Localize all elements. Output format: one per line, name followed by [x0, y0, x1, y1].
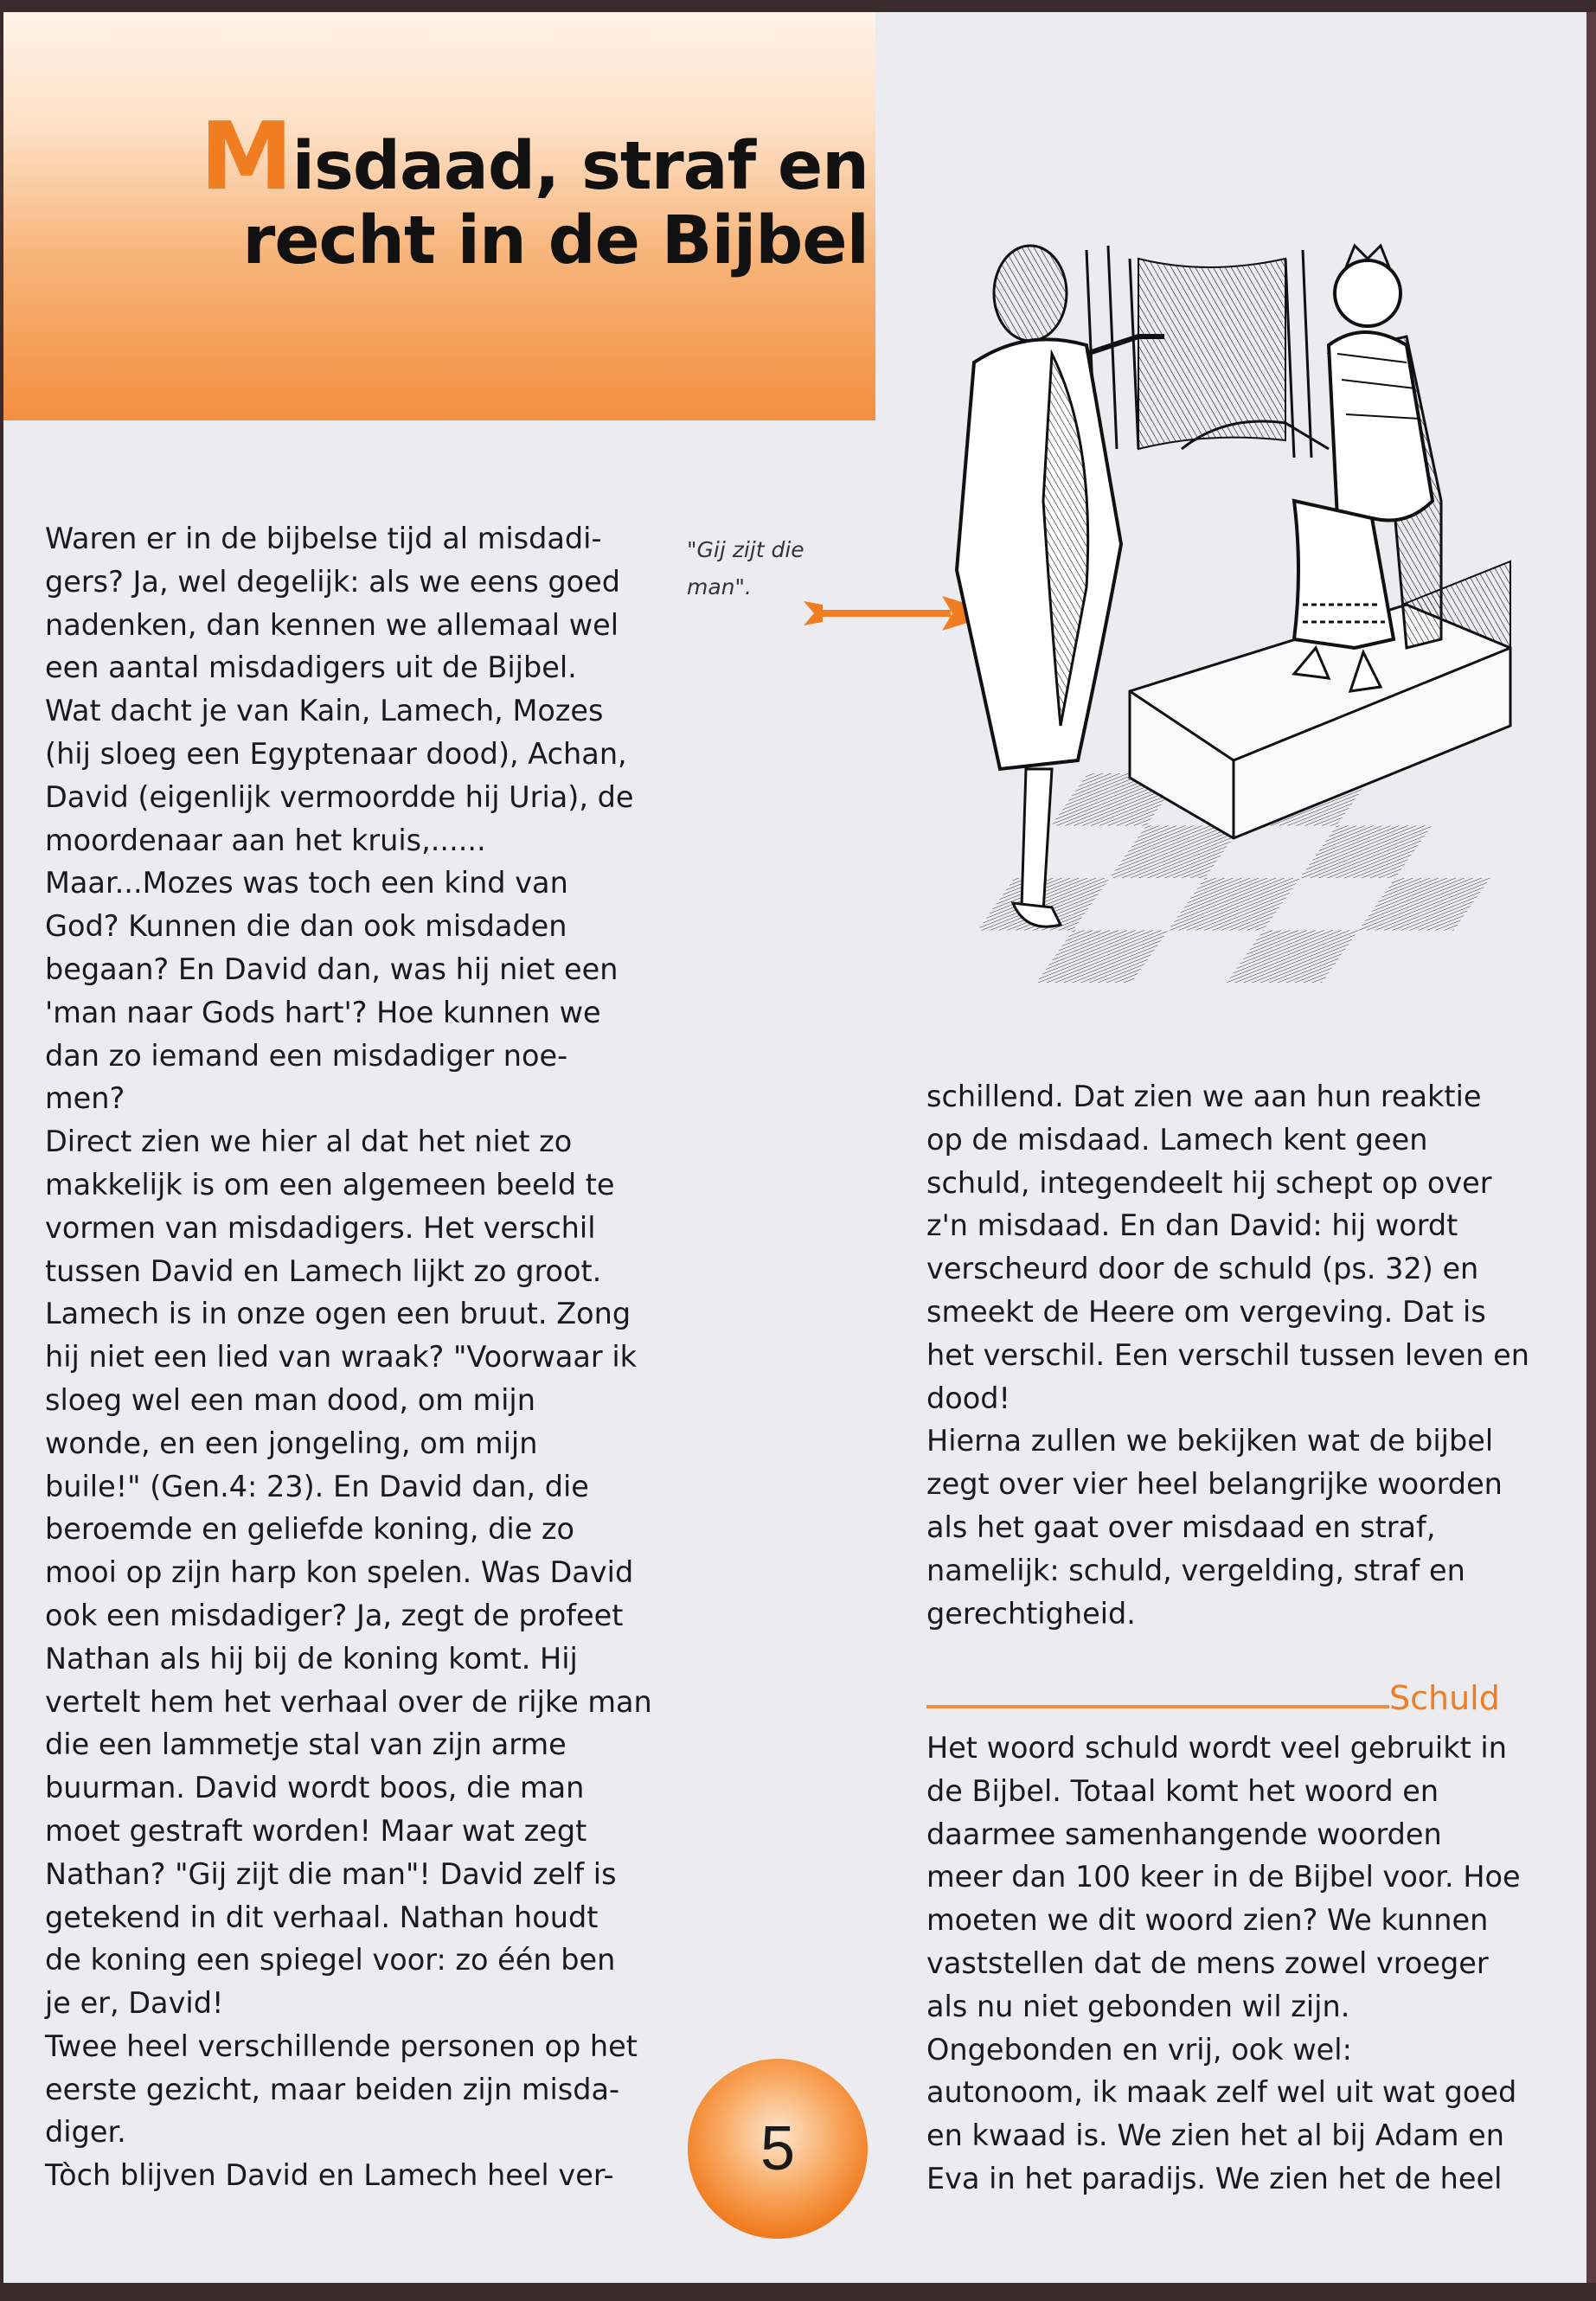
body-line: de Bijbel. Totaal komt het woord en: [926, 1773, 1439, 1808]
body-line: ook een misdadiger? Ja, zegt de profeet: [45, 1598, 624, 1632]
body-line: schillend. Dat zien we aan hun reaktie: [926, 1080, 1482, 1113]
section-heading: Schuld: [1389, 1679, 1500, 1717]
body-line: die een lammetje stal van zijn arme: [45, 1727, 567, 1762]
body-line: moordenaar aan het kruis,......: [45, 823, 486, 857]
body-line: moeten we dit woord zien? We kunnen: [926, 1903, 1489, 1938]
body-line: smeekt de Heere om vergeving. Dat is: [926, 1294, 1486, 1329]
body-line: hij niet een lied van wraak? "Voorwaar ik: [45, 1340, 638, 1375]
body-line: Twee heel verschillende personen op het: [45, 2029, 638, 2063]
body-line: Hierna zullen we bekijken wat de bijbel: [926, 1424, 1494, 1458]
body-line: Wat dacht je van Kain, Lamech, Mozes: [45, 694, 604, 728]
body-line: beroemde en geliefde koning, die zo: [45, 1512, 575, 1547]
body-line: schuld, integendeelt hij schept op over: [926, 1165, 1492, 1200]
body-line: God? Kunnen die dan ook misdaden: [45, 909, 567, 944]
magazine-page: [3, 12, 1586, 2283]
page-number: 5: [760, 2114, 796, 2183]
body-line: moet gestraft worden! Maar wat zegt: [45, 1813, 587, 1848]
body-line: dan zo iemand een misdadiger noe-: [45, 1038, 568, 1073]
caption-line: man".: [687, 574, 752, 599]
body-line: makkelijk is om een algemeen beeld te: [45, 1167, 615, 1202]
nathan-and-david-illustration: [922, 241, 1515, 1042]
title-line2: recht in de Bijbel: [242, 202, 869, 279]
body-line: sloeg wel een man dood, om mijn: [45, 1382, 535, 1417]
body-line: vormen van misdadigers. Het verschil: [45, 1210, 596, 1245]
body-line: een aantal misdadigers uit de Bijbel.: [45, 651, 577, 685]
page-number-badge: [688, 2059, 868, 2239]
body-column-right-top: [926, 1075, 1549, 1635]
title-line1: isdaad, straf en: [292, 128, 869, 205]
body-line: Lamech is in onze ogen een bruut. Zong: [45, 1297, 631, 1331]
body-line: het verschil. Een verschil tussen leven en: [926, 1337, 1529, 1372]
body-line: wonde, en een jongeling, om mijn: [45, 1426, 538, 1460]
body-line: zegt over vier heel belangrijke woorden: [926, 1467, 1503, 1502]
body-line: z'n misdaad. En dan David: hij wordt: [926, 1208, 1458, 1243]
body-line: nadenken, dan kennen we allemaal wel: [45, 607, 619, 642]
body-line: 'man naar Gods hart'? Hoe kunnen we: [45, 995, 601, 1029]
body-line: Waren er in de bijbelse tijd al misdadi-: [45, 522, 602, 555]
body-line: men?: [45, 1081, 125, 1116]
page-edge: [1586, 12, 1596, 2283]
body-column-right-bottom: [926, 1727, 1549, 2201]
body-line: tussen David en Lamech lijkt zo groot.: [45, 1253, 602, 1288]
body-line: meer dan 100 keer in de Bijbel voor. Hoe: [926, 1860, 1521, 1894]
body-line: autonoom, ik maak zelf wel uit wat goed: [926, 2075, 1517, 2110]
section-divider: [926, 1705, 1389, 1708]
body-line: als nu niet gebonden wil zijn.: [926, 1989, 1350, 2023]
body-line: gerechtigheid.: [926, 1596, 1136, 1631]
body-column-left: [45, 517, 668, 2197]
body-line: Tòch blijven David en Lamech heel ver-: [45, 2158, 614, 2193]
body-line: verscheurd door de schuld (ps. 32) en: [926, 1252, 1479, 1286]
body-line: en kwaad is. We zien het al bij Adam en: [926, 2118, 1505, 2153]
body-line: Ongebonden en vrij, ook wel:: [926, 2032, 1352, 2067]
title-banner: [3, 12, 875, 420]
body-line: vaststellen dat de mens zowel vroeger: [926, 1945, 1489, 1980]
body-line: Maar...Mozes was toch een kind van: [45, 866, 568, 901]
body-line: getekend in dit verhaal. Nathan houdt: [45, 1900, 599, 1934]
page-title: [200, 103, 869, 279]
body-line: buile!" (Gen.4: 23). En David dan, die: [45, 1469, 589, 1503]
body-line: als het gaat over misdaad en straf,: [926, 1509, 1436, 1544]
body-line: Nathan? "Gij zijt die man"! David zelf is: [45, 1856, 617, 1891]
body-line: daarmee samenhangende woorden: [926, 1817, 1442, 1851]
body-line: Direct zien we hier al dat het niet zo: [45, 1125, 573, 1159]
body-line: Nathan als hij bij de koning komt. Hij: [45, 1641, 578, 1676]
body-line: begaan? En David dan, was hij niet een: [45, 952, 619, 986]
body-line: (hij sloeg een Egyptenaar dood), Achan,: [45, 736, 627, 771]
body-line: namelijk: schuld, vergelding, straf en: [926, 1553, 1465, 1587]
title-initial: M: [200, 103, 292, 211]
body-line: eerste gezicht, maar beiden zijn misda-: [45, 2072, 620, 2106]
body-line: diger.: [45, 2115, 126, 2150]
caption-line: "Gij zijt die: [687, 537, 804, 562]
body-line: Eva in het paradijs. We zien het de heel: [926, 2161, 1503, 2195]
body-line: buurman. David wordt boos, die man: [45, 1771, 585, 1805]
body-line: de koning een spiegel voor: zo één ben: [45, 1943, 616, 1977]
body-line: op de misdaad. Lamech kent geen: [926, 1122, 1428, 1157]
body-line: dood!: [926, 1381, 1010, 1415]
body-line: je er, David!: [45, 1986, 224, 2021]
body-line: David (eigenlijk vermoordde hij Uria), de: [45, 779, 634, 814]
body-line: mooi op zijn harp kon spelen. Was David: [45, 1555, 634, 1590]
body-line: vertelt hem het verhaal over de rijke man: [45, 1684, 652, 1719]
illustration-caption: [687, 531, 804, 606]
body-line: gers? Ja, wel degelijk: als we eens goed: [45, 564, 620, 599]
body-line: Het woord schuld wordt veel gebruikt in: [926, 1731, 1507, 1765]
